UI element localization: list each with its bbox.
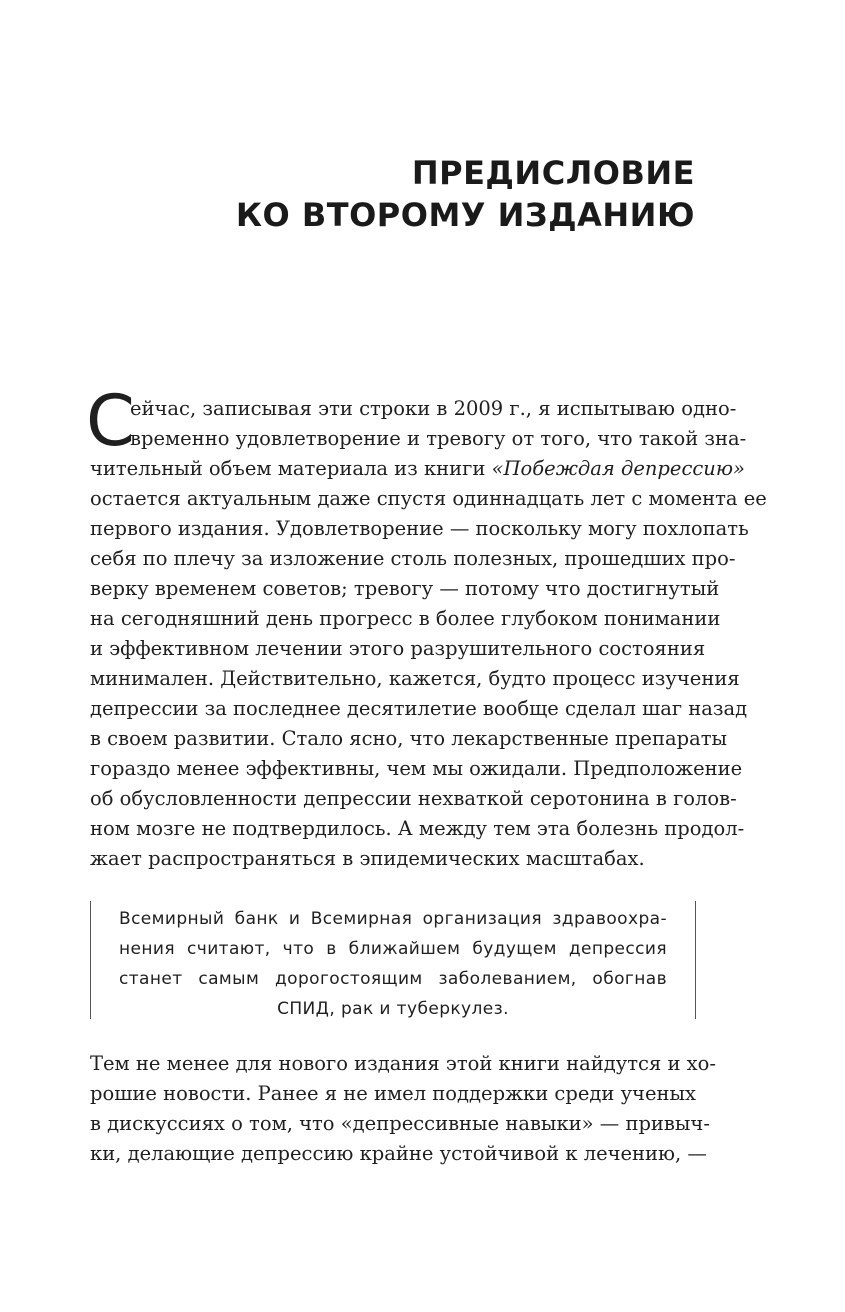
paragraph-line: на сегодняшний день прогресс в более глубоком понимании <box>90 607 721 630</box>
chapter-heading-line-2: КО ВТОРОМУ ИЗДАНИЮ <box>235 196 695 234</box>
paragraph-line: остается актуальным даже спустя одиннадцать лет с момента ее <box>90 487 767 510</box>
chapter-heading <box>236 152 695 236</box>
pull-quote-line: нения считают, что в ближайшем будущем депрессия <box>119 939 667 959</box>
pull-quote-text <box>119 904 667 1024</box>
drop-cap: С <box>86 380 135 462</box>
paragraph-2 <box>90 1049 716 1169</box>
paragraph-line: верку временем советов; тревогу — потому что достигнутый <box>90 577 720 600</box>
paragraph-line: в своем развитии. Стало ясно, что лекарственные препараты <box>90 727 728 750</box>
paragraph-line: временно удовлетворение и тревогу от того, что такой зна- <box>130 427 747 450</box>
paragraph-line: себя по плечу за изложение столь полезных, прошедших про- <box>90 547 736 570</box>
chapter-heading-line-1: ПРЕДИСЛОВИЕ <box>411 154 695 192</box>
paragraph-line-start: чительный объем материала из книги <box>90 457 492 480</box>
paragraph-line: и эффективном лечении этого разрушительного состояния <box>90 637 706 660</box>
pull-quote <box>90 901 696 1019</box>
paragraph-line: ки, делающие депрессию крайне устойчивой к лечению, — <box>90 1142 707 1165</box>
pull-quote-line: СПИД, рак и туберкулез. <box>277 999 509 1019</box>
paragraph-line <box>90 454 745 484</box>
paragraph-line: в дискуссиях о том, что «депрессивные навыки» — привыч- <box>90 1112 710 1135</box>
book-title: «Побеждая депрессию» <box>491 457 745 480</box>
paragraph-line: об обусловленности депрессии нехваткой серотонина в голов- <box>90 787 737 810</box>
paragraph-line: ейчас, записывая эти строки в 2009 г., я испытываю одно- <box>130 397 737 420</box>
paragraph-line: Тем не менее для нового издания этой книги найдутся и хо- <box>90 1052 716 1075</box>
paragraph-line: гораздо менее эффективны, чем мы ожидали. Предположение <box>90 757 743 780</box>
paragraph-1 <box>90 394 767 874</box>
paragraph-line: рошие новости. Ранее я не имел поддержки среди ученых <box>90 1082 696 1105</box>
paragraph-line: минимален. Действительно, кажется, будто процесс изучения <box>90 667 740 690</box>
pull-quote-line: станет самым дорогостоящим заболеванием, обогнав <box>119 969 667 989</box>
pull-quote-line: Всемирный банк и Всемирная организация здравоохра- <box>119 909 667 929</box>
paragraph-line: жает распространяться в эпидемических масштабах. <box>90 847 645 870</box>
paragraph-line: первого издания. Удовлетворение — поскольку могу похлопать <box>90 517 749 540</box>
paragraph-line: депрессии за последнее десятилетие вообще сделал шаг назад <box>90 697 748 720</box>
paragraph-line: ном мозге не подтвердилось. А между тем эта болезнь продол- <box>90 817 745 840</box>
